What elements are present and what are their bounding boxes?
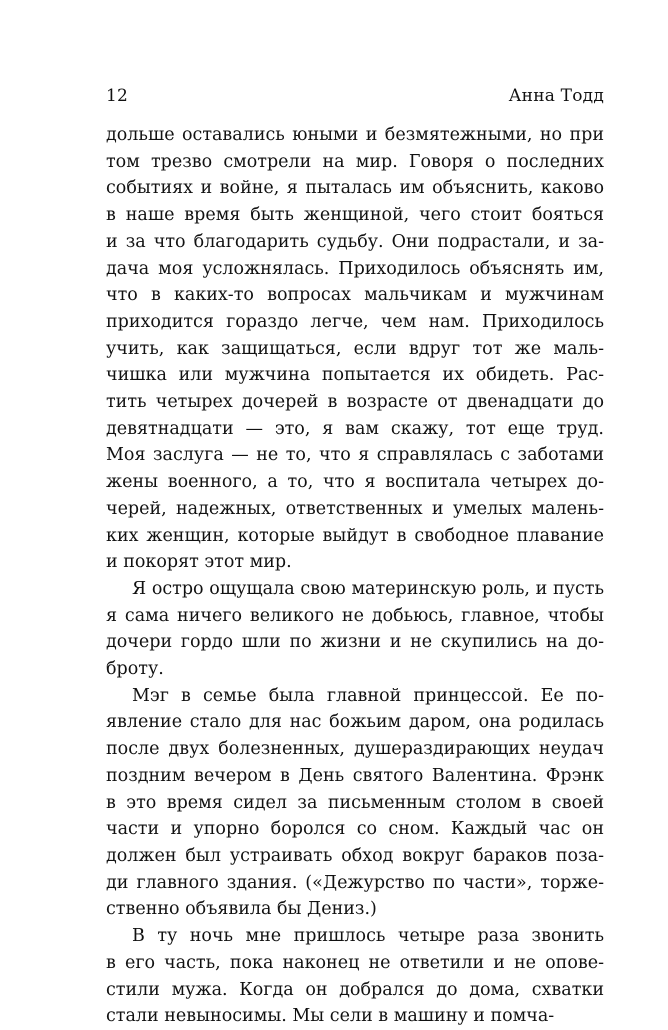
text-line: в это время сидел за письменным столом в своей xyxy=(106,792,604,813)
text-line: жены военного, а то, что я воспитала четырех до- xyxy=(106,472,604,493)
text-line: после двух болезненных, душераздирающих неудач xyxy=(106,739,604,760)
text-line: в его часть, пока наконец не ответили и не опове- xyxy=(106,952,604,973)
text-line: ких женщин, которые выйдут в свободное плавание xyxy=(106,525,604,546)
text-line: дольше оставались юными и безмятежными, но при xyxy=(106,125,604,145)
text-line: девятнадцати — это, я вам скажу, тот еще труд. xyxy=(106,418,604,439)
body-text xyxy=(106,122,604,1030)
text-line: должен был устраивать обход вокруг бараков поза- xyxy=(106,845,604,866)
text-line: в наше время быть женщиной, чего стоит бояться xyxy=(106,205,604,226)
text-line: что в каких-то вопросах мальчикам и мужчинам xyxy=(106,285,604,306)
text-line: я сама ничего великого не добьюсь, главное, чтобы xyxy=(106,605,604,626)
text-line: дочери гордо шли по жизни и не скупились на до- xyxy=(106,632,604,653)
paragraph xyxy=(106,923,604,1030)
text-line: тить четырех дочерей в возрасте от двенадцати до xyxy=(106,392,604,413)
text-line: и за что благодарить судьбу. Они подрастали, и за- xyxy=(106,231,604,252)
text-line: дача моя усложнялась. Приходилось объяснять им, xyxy=(106,258,604,279)
text-line: приходится гораздо легче, чем нам. Приходилось xyxy=(106,311,604,332)
text-line: В ту ночь мне пришлось четыре раза звонить xyxy=(132,926,604,947)
text-line: Я остро ощущала свою материнскую роль, и пусть xyxy=(132,578,604,599)
text-line: ди главного здания. («Дежурство по части», торже- xyxy=(106,872,604,893)
running-title: Анна Тодд xyxy=(508,86,604,106)
text-line: Моя заслуга — не то, что я справлялась с заботами xyxy=(106,445,604,466)
page-number: 12 xyxy=(106,86,129,106)
text-line: учить, как защищаться, если вдруг тот же маль- xyxy=(106,338,604,359)
paragraph xyxy=(106,122,604,576)
text-line: поздним вечером в День святого Валентина. Фрэнк xyxy=(106,765,604,786)
page-header xyxy=(106,86,604,112)
text-line: чишка или мужчина попытается их обидеть. Рас- xyxy=(106,365,604,386)
text-line: и покорят этот мир. xyxy=(106,552,292,573)
paragraph xyxy=(106,576,604,683)
paragraph xyxy=(106,683,604,923)
text-line: том трезво смотрели на мир. Говоря о последних xyxy=(106,151,604,172)
text-line: стали невыносимы. Мы сели в машину и помча- xyxy=(106,1006,555,1027)
text-line: части и упорно боролся со сном. Каждый час он xyxy=(106,819,604,840)
text-line: броту. xyxy=(106,659,164,680)
text-line: черей, надежных, ответственных и умелых малень- xyxy=(106,498,604,519)
text-line: явление стало для нас божьим даром, она родилась xyxy=(106,712,604,733)
text-line: стили мужа. Когда он добрался до дома, схватки xyxy=(106,979,604,1000)
text-line: событиях и войне, я пыталась им объяснить, каково xyxy=(106,178,604,199)
text-line: Мэг в семье была главной принцессой. Ее по- xyxy=(132,685,604,706)
text-line: ственно объявила бы Дениз.) xyxy=(106,899,377,920)
